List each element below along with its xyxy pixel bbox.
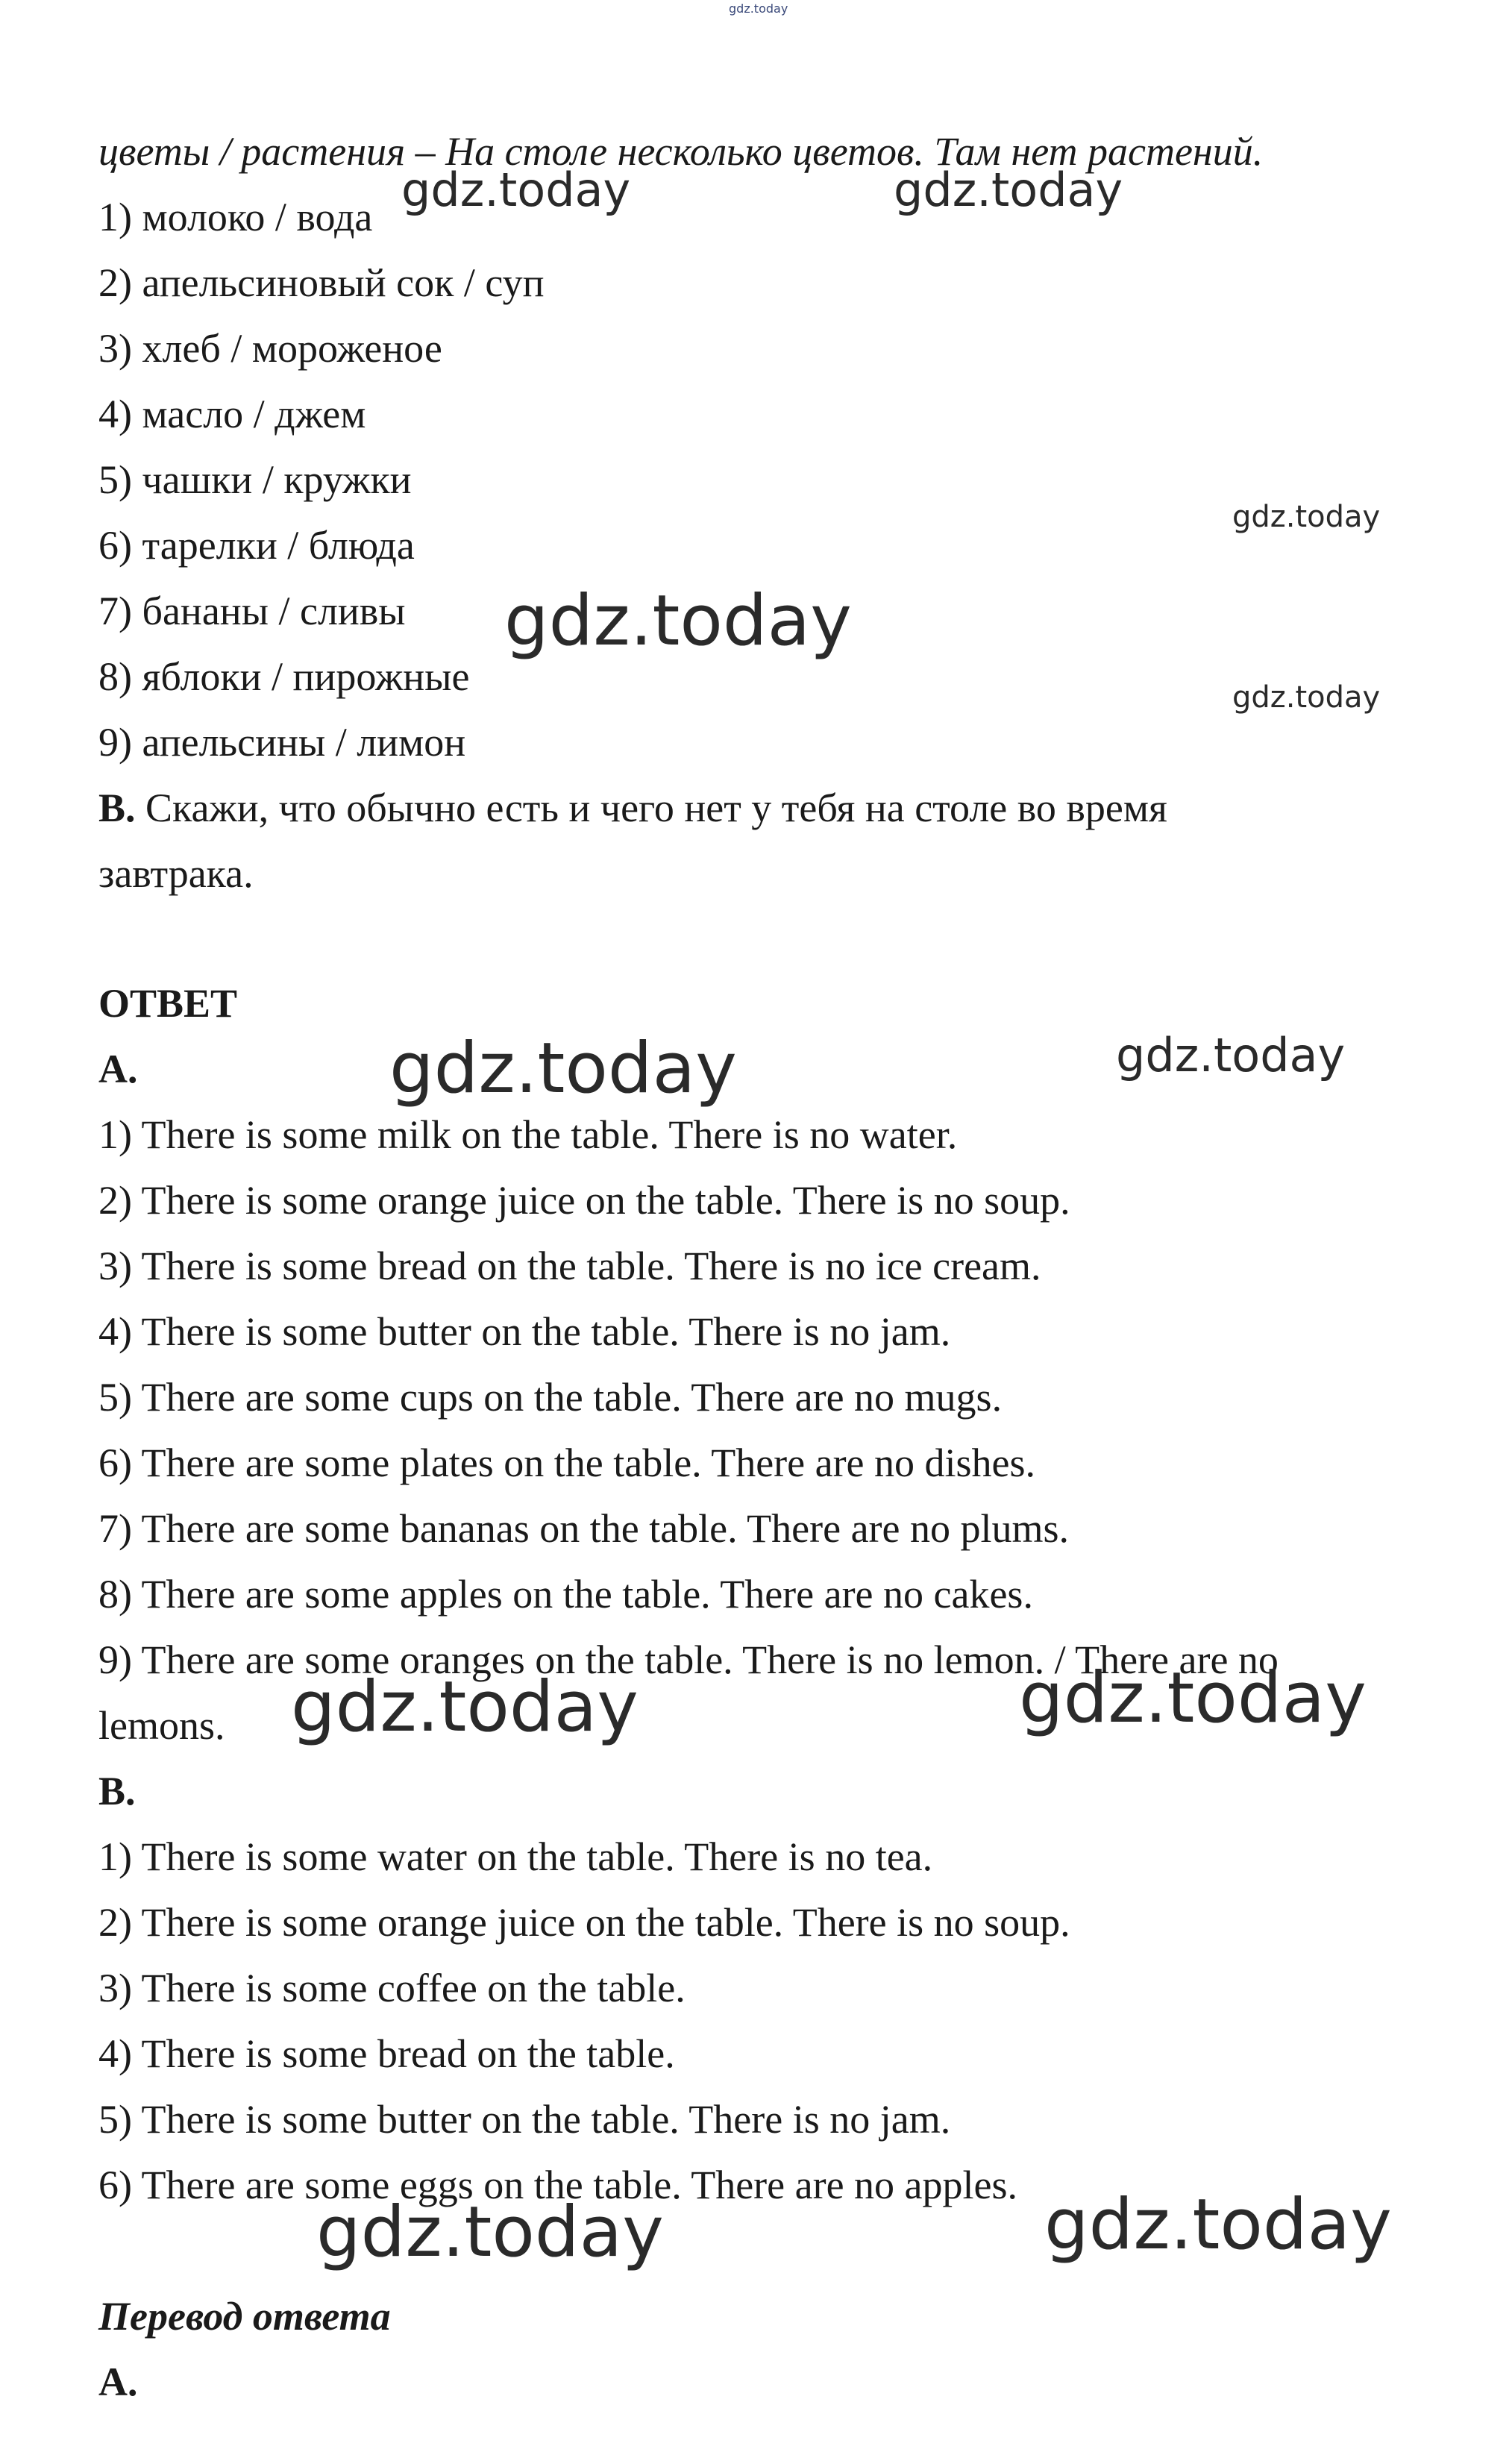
watermark: gdz.today (504, 580, 852, 662)
exercise-item: 6) тарелки / блюда (98, 523, 415, 568)
watermark: gdz.today (1116, 1028, 1346, 1082)
exercise-item: 8) яблоки / пирожные (98, 654, 470, 699)
answer-b-line: 4) There is some bread on the table. (98, 2031, 675, 2076)
exercise-item: 4) масло / джем (98, 392, 366, 436)
task-b-text: Скажи, что обычно есть и чего нет у тебя на столе во время (135, 786, 1167, 830)
answer-section-b-label: B. (98, 1769, 136, 1813)
task-b-label: B. (98, 786, 136, 830)
watermark: gdz.today (316, 2192, 664, 2273)
exercise-item: 5) чашки / кружки (98, 457, 412, 502)
answer-b-line: 6) There are some eggs on the table. There are no apples. (98, 2163, 1018, 2207)
watermark: gdz.today (401, 163, 631, 217)
watermark: gdz.today (894, 163, 1123, 217)
answer-b-line: 3) There is some coffee on the table. (98, 1966, 686, 2010)
watermark-top: gdz.today (729, 1, 788, 16)
answer-section-a-label: A. (98, 1047, 138, 1091)
answer-a-line: 3) There is some bread on the table. There is no ice cream. (98, 1244, 1041, 1288)
translation-heading: Перевод ответа (98, 2294, 391, 2339)
answer-a-line: 7) There are some bananas on the table. There are no plums. (98, 1506, 1070, 1551)
task-b-line-1 (98, 783, 1167, 833)
exercise-item: 7) бананы / сливы (98, 589, 406, 633)
answer-b-line: 5) There is some butter on the table. There is no jam. (98, 2097, 951, 2142)
task-b-line-2: завтрака. (98, 851, 254, 896)
answer-a-line: 4) There is some butter on the table. There is no jam. (98, 1309, 951, 1354)
exercise-item: 9) апельсины / лимон (98, 720, 466, 765)
watermark: gdz.today (291, 1667, 639, 1748)
exercise-item: 2) апельсиновый сок / суп (98, 260, 545, 305)
watermark: gdz.today (389, 1028, 737, 1109)
watermark: gdz.today (1232, 500, 1381, 534)
watermark: gdz.today (1019, 1658, 1367, 1739)
exercise-example: цветы / растения – На столе несколько цветов. Там нет растений. (98, 129, 1264, 174)
exercise-item: 3) хлеб / мороженое (98, 326, 442, 371)
answer-a-line: 2) There is some orange juice on the table. There is no soup. (98, 1178, 1070, 1223)
answer-a-line: 1) There is some milk on the table. There is no water. (98, 1112, 958, 1157)
watermark: gdz.today (1044, 2184, 1392, 2266)
answer-a-line: lemons. (98, 1703, 225, 1748)
answer-a-line: 9) There are some oranges on the table. There is no lemon. / There are no (98, 1637, 1279, 1682)
answer-b-line: 1) There is some water on the table. There is no tea. (98, 1834, 933, 1879)
answer-a-line: 6) There are some plates on the table. There are no dishes. (98, 1440, 1036, 1485)
answer-a-line: 8) There are some apples on the table. There are no cakes. (98, 1572, 1033, 1617)
translation-section-a-label: A. (98, 2360, 138, 2404)
answer-heading: ОТВЕТ (98, 981, 238, 1026)
answer-a-line: 5) There are some cups on the table. There are no mugs. (98, 1375, 1003, 1420)
answer-b-line: 2) There is some orange juice on the table. There is no soup. (98, 1900, 1070, 1945)
exercise-item: 1) молоко / вода (98, 195, 373, 239)
watermark: gdz.today (1232, 680, 1381, 715)
